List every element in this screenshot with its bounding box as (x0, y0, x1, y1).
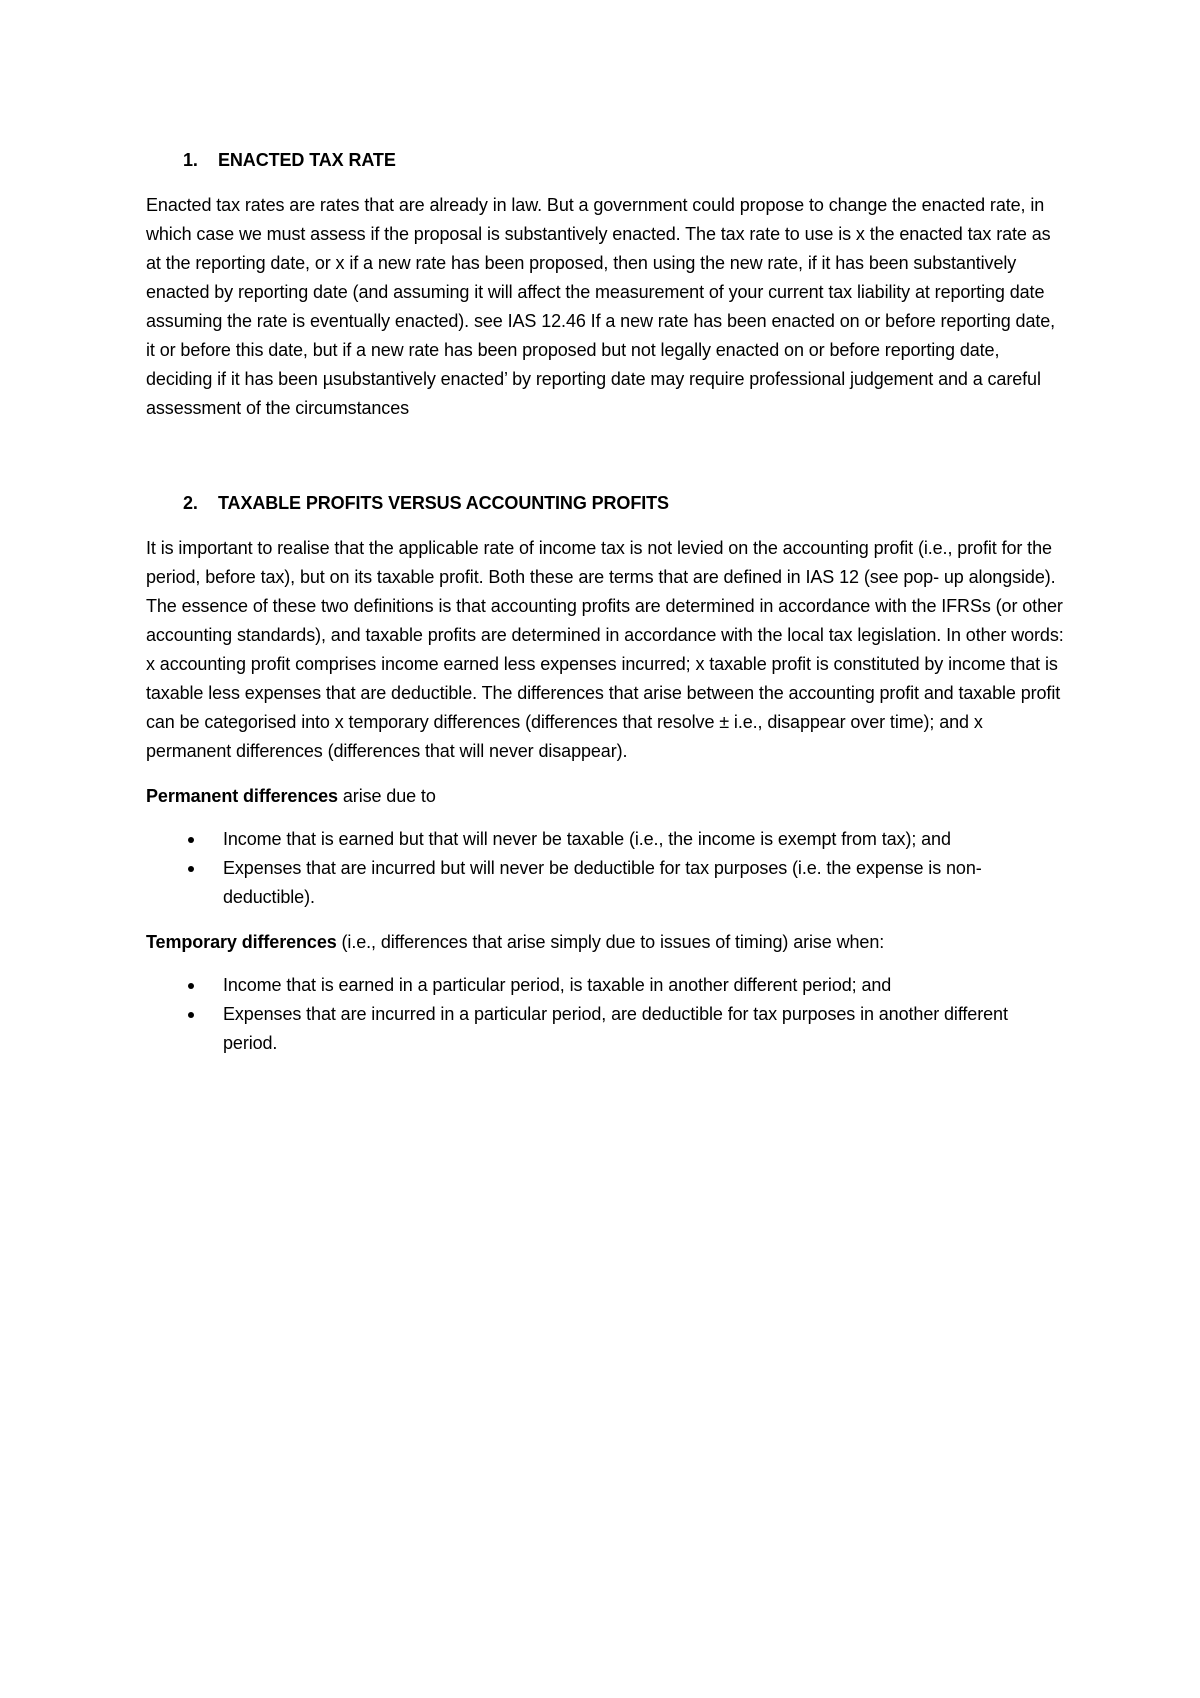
list-item (146, 971, 1066, 1000)
bullet-icon (188, 866, 194, 872)
section-1-heading (146, 146, 1066, 175)
temporary-differences-term: Temporary differences (146, 932, 337, 952)
permanent-differences-intro (146, 782, 1066, 811)
list-item (146, 1000, 1066, 1058)
temporary-differences-intro (146, 928, 1066, 957)
section-2-title: TAXABLE PROFITS VERSUS ACCOUNTING PROFITS (218, 493, 669, 513)
temporary-differences-rest: (i.e., differences that arise simply due to issues of timing) arise when: (336, 932, 885, 952)
section-2-number: 2. (183, 493, 198, 513)
temporary-differences-list (146, 971, 1066, 1058)
permanent-differences-list (146, 825, 1066, 912)
list-item-text: Income that is earned but that will never be taxable (i.e., the income is exempt from tax); and (223, 829, 951, 849)
list-item-text: Income that is earned in a particular period, is taxable in another different period; and (223, 975, 892, 995)
section-spacer (146, 439, 1066, 489)
bullet-icon (188, 983, 194, 989)
section-1-paragraph: Enacted tax rates are rates that are already in law. But a government could propose to change the enacted rate, in which case we must assess if the proposal is substantively enacted. The tax rate to use is x the enacted tax rate as at the reporting date, or x if a new rate has been proposed, then using the new rate, if it has been substantively enacted by reporting date (and assuming it will affect the measurement of your current tax liability at reporting date assuming the rate is eventually enacted). see IAS 12.46 If a new rate has been enacted on or before reporting date, it or before this date, but if a new rate has been proposed but not legally enacted on or before reporting date, deciding if it has been µsubstantively enacted’ by reporting date may require professional judgement and a careful assessment of the circumstances (146, 195, 1056, 418)
list-item-text: Expenses that are incurred in a particular period, are deductible for tax purposes in another different period. (223, 1004, 1008, 1053)
permanent-differences-term: Permanent differences (146, 786, 338, 806)
bullet-icon (188, 837, 194, 843)
list-item (146, 854, 1066, 912)
list-item (146, 825, 1066, 854)
section-1-title: ENACTED TAX RATE (218, 150, 396, 170)
list-item-text: Expenses that are incurred but will never be deductible for tax purposes (i.e. the expense is non-deductible). (223, 858, 982, 907)
permanent-differences-rest: arise due to (337, 786, 436, 806)
section-2-paragraph: It is important to realise that the applicable rate of income tax is not levied on the accounting profit (i.e., profit for the period, before tax), but on its taxable profit. Both these are terms that are defined in IAS 12 (see pop- up alongside). The essence of these two definitions is that accounting profits are determined in accordance with the IFRSs (or other accounting standards), and taxable profits are determined in accordance with the local tax legislation. In other words: x accounting profit comprises income earned less expenses incurred; x taxable profit is constituted by income that is taxable less expenses that are deductible. The differences that arise between the accounting profit and taxable profit can be categorised into x temporary differences (differences that resolve ± i.e., disappear over time); and x permanent differences (differences that will never disappear). (146, 538, 1064, 761)
bullet-icon (188, 1012, 194, 1018)
section-2-heading (146, 489, 1066, 518)
section-1-number: 1. (183, 150, 198, 170)
document-content (146, 146, 1066, 1074)
